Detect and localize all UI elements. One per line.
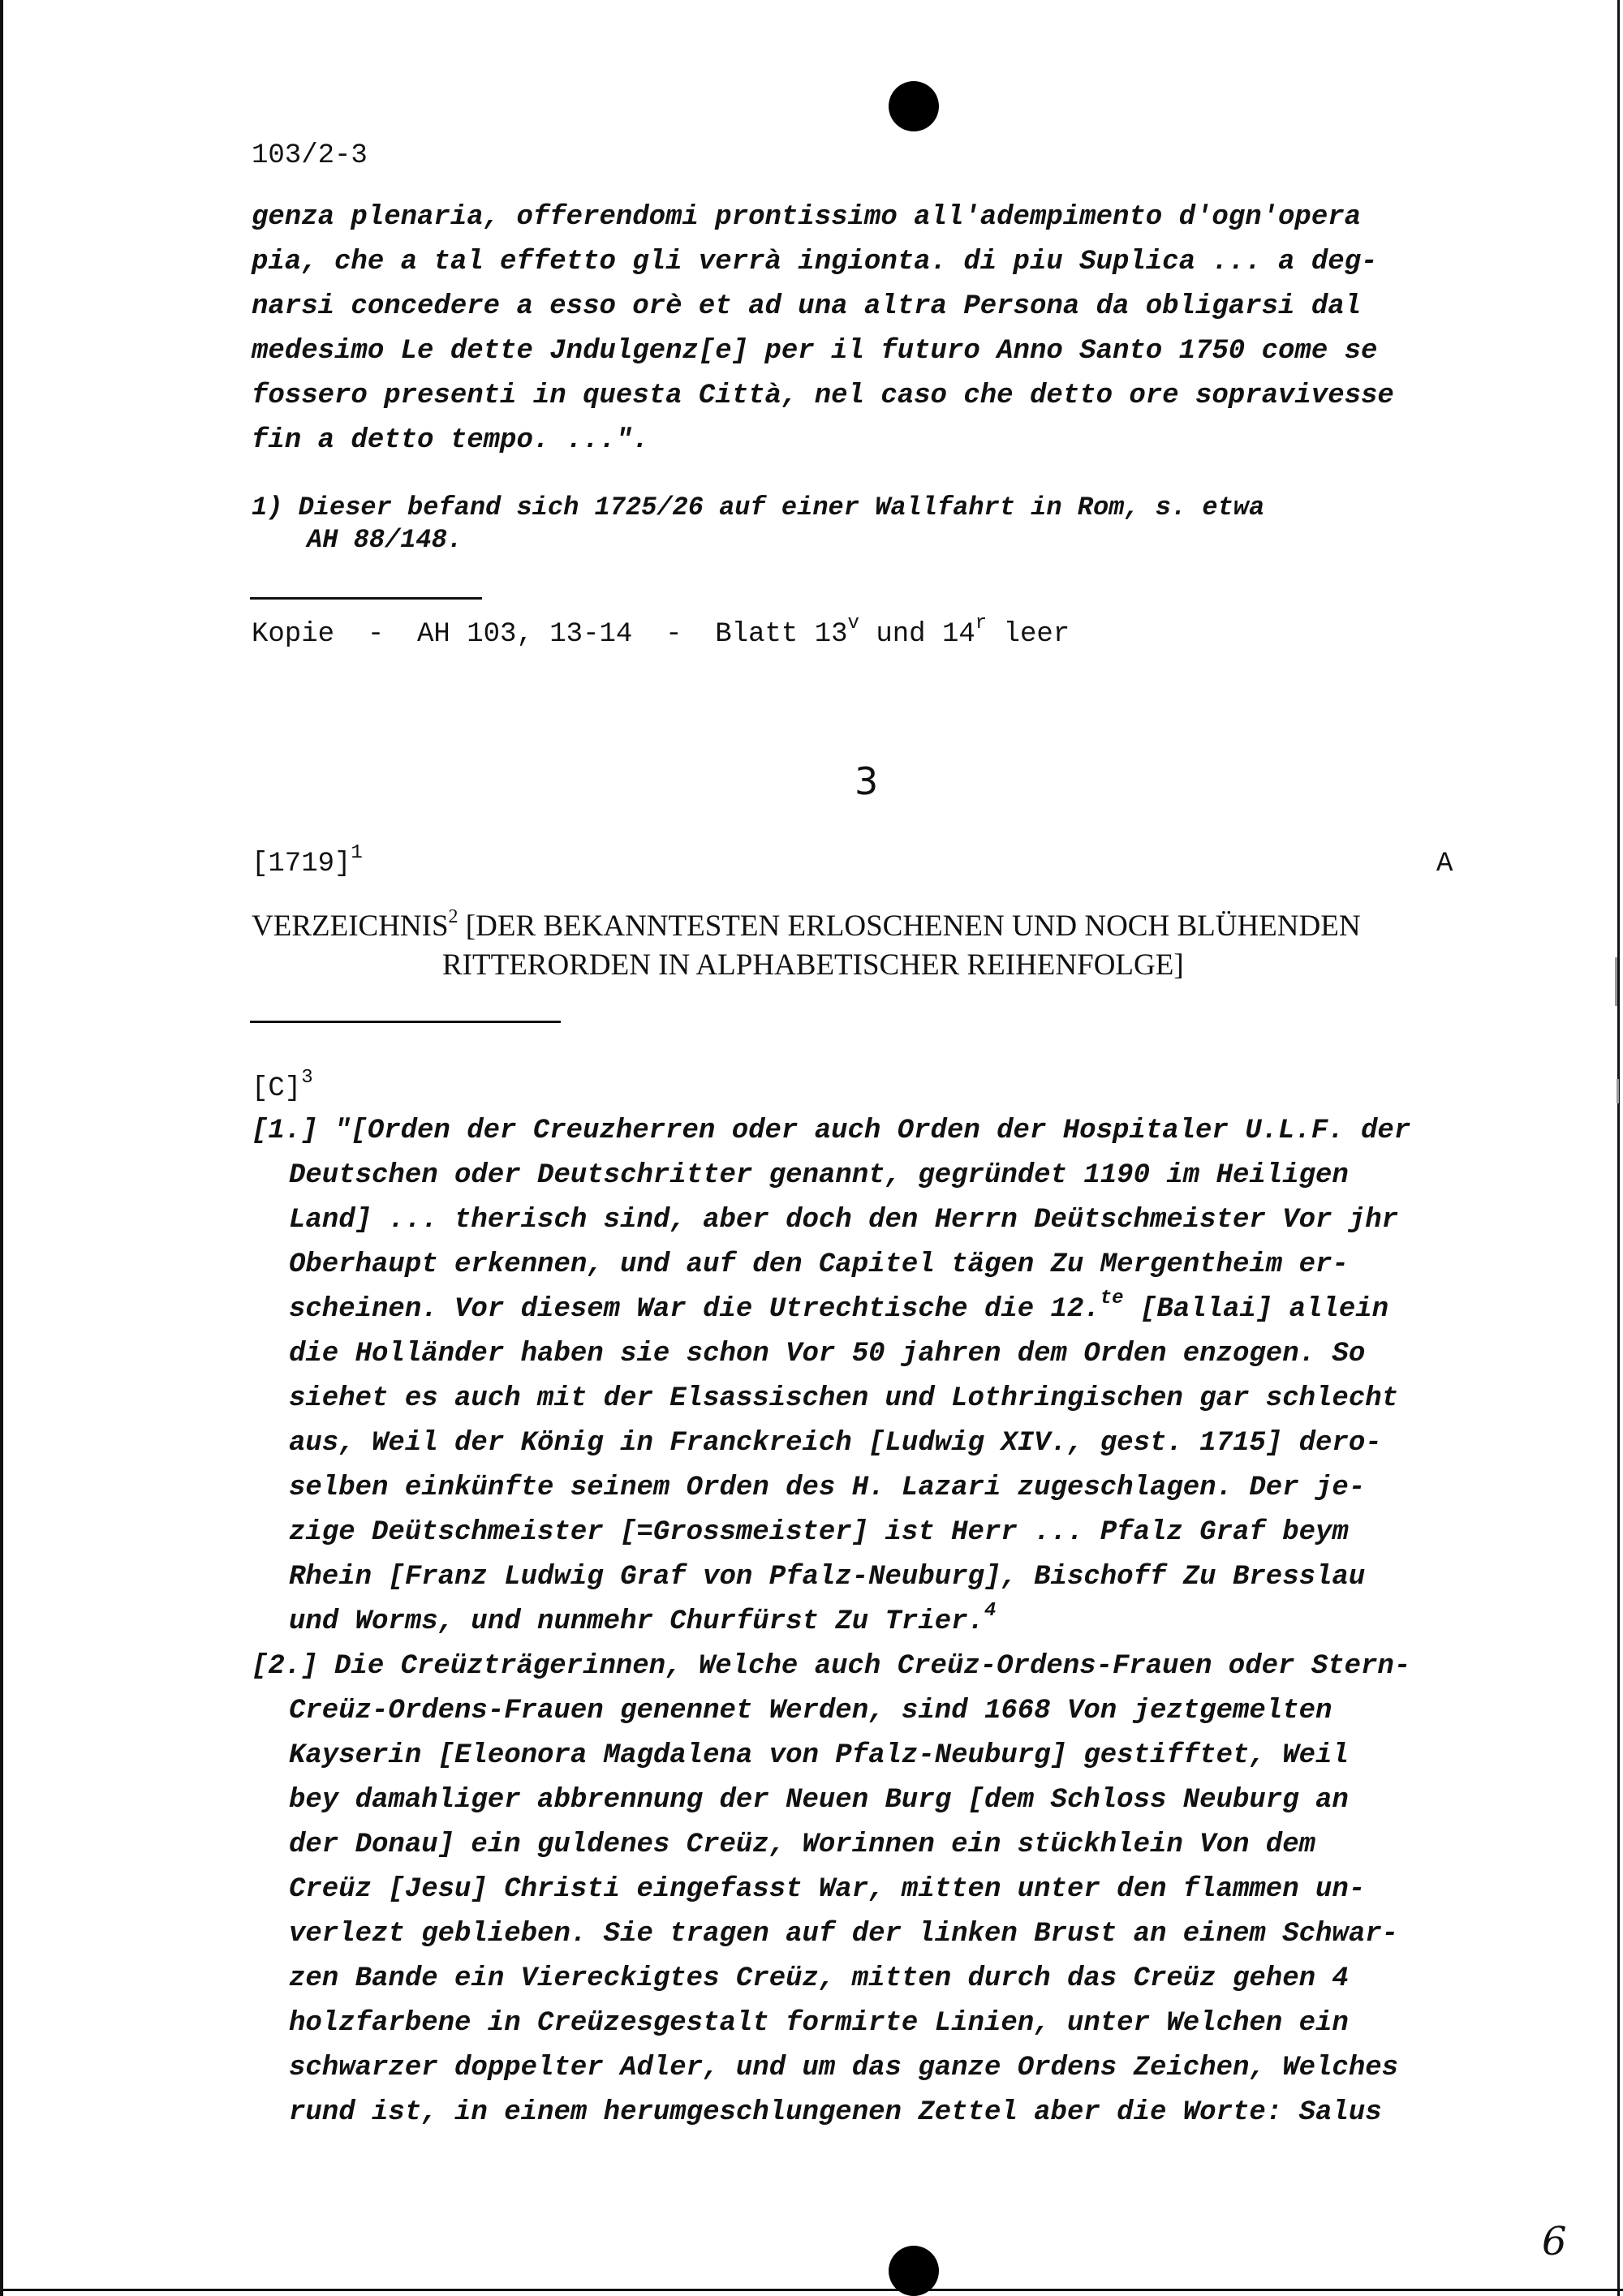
superscript: r — [975, 613, 988, 634]
text-line: [1.] "[Orden der Creuzherren oder auch Orden der Hospitaler U.L.F. der — [252, 1116, 1411, 1146]
punch-hole-top — [889, 81, 939, 131]
text-line: der Donau] ein guldenes Creüz, Worinnen ein stückhlein Von dem — [289, 1829, 1316, 1860]
page-reference: 103/2-3 — [252, 140, 368, 171]
text-line: genza plenaria, offerendomi prontissimo all'adempimento d'ogn'opera — [252, 202, 1362, 233]
text-line: zen Bande ein Viereckigtes Creüz, mitten durch das Creüz gehen 4 — [289, 1963, 1349, 1994]
text-line: verlezt geblieben. Sie tragen auf der linken Brust an einem Schwar- — [289, 1919, 1399, 1950]
superscript: v — [847, 613, 859, 634]
text-line: siehet es auch mit der Elsassischen und Lothringischen gar schlecht — [289, 1383, 1399, 1414]
superscript: 2 — [448, 906, 458, 927]
text-line: Rhein [Franz Ludwig Graf von Pfalz-Neuburg], Bischoff Zu Bresslau — [289, 1562, 1366, 1593]
superscript: 1 — [351, 842, 363, 864]
text-span: [Ballai] allein — [1123, 1294, 1389, 1325]
text-line: bey damahliger abbrennung der Neuen Burg [dem Schloss Neuburg an — [289, 1785, 1349, 1816]
text-line: Kayserin [Eleonora Magdalena von Pfalz-Neuburg] gestifftet, Weil — [289, 1740, 1349, 1771]
text-line — [289, 1600, 997, 1640]
text-line: Creüz-Ordens-Frauen genennet Werden, sind 1668 Von jeztgemelten — [289, 1696, 1332, 1726]
source-text: leer — [987, 619, 1070, 650]
text-line: die Holländer haben sie schon Vor 50 jahren dem Orden enzogen. So — [289, 1339, 1366, 1369]
text-line: Oberhaupt erkennen, und auf den Capitel tägen Zu Mergentheim er- — [289, 1249, 1349, 1280]
source-text: und 14 — [859, 619, 975, 650]
title-line: RITTERORDEN IN ALPHABETISCHER REIHENFOLGE] — [442, 948, 1184, 982]
text-line: fin a detto tempo. ...". — [252, 425, 649, 456]
scan-speck — [1617, 1079, 1619, 1103]
divider — [250, 1021, 561, 1023]
document-number: 3 — [855, 759, 879, 803]
divider — [250, 597, 482, 600]
text-span: scheinen. Vor diesem War die Utrechtische die 12. — [289, 1294, 1100, 1325]
text-line: Land] ... therisch sind, aber doch den Herrn Deütschmeister Vor jhr — [289, 1205, 1399, 1236]
superscript: 4 — [984, 1600, 997, 1622]
date-text: [1719] — [252, 849, 351, 879]
handwritten-page-number: 6 — [1542, 2219, 1567, 2264]
punch-hole-bottom — [889, 2246, 939, 2296]
title-line — [252, 906, 1361, 948]
source-line — [252, 613, 1070, 653]
text-line: holzfarbene in Creüzesgestalt formirte Linien, unter Welchen ein — [289, 2008, 1349, 2039]
superscript: te — [1100, 1288, 1124, 1309]
text-line: zige Deütschmeister [=Grossmeister] ist Herr ... Pfalz Graf beym — [289, 1517, 1349, 1548]
text-line: rund ist, in einem herumgeschlungenen Zettel aber die Worte: Salus — [289, 2097, 1382, 2128]
footnote-line: 1) Dieser befand sich 1725/26 auf einer Wallfahrt in Rom, s. etwa — [252, 492, 1265, 522]
text-line: pia, che a tal effetto gli verrà ingionta. di piu Suplica ... a deg- — [252, 247, 1378, 277]
scan-speck — [1615, 957, 1617, 1006]
text-line: aus, Weil der König in Franckreich [Ludwig XIV., gest. 1715] dero- — [289, 1428, 1382, 1459]
footnote-line: AH 88/148. — [307, 525, 463, 555]
text-line: Creüz [Jesu] Christi eingefasst War, mitten unter den flammen un- — [289, 1874, 1366, 1905]
text-line: [2.] Die Creüzträgerinnen, Welche auch Creüz-Ordens-Frauen oder Stern- — [252, 1651, 1411, 1682]
source-text: Kopie - AH 103, 13-14 - Blatt 13 — [252, 619, 848, 650]
superscript: 3 — [301, 1067, 313, 1089]
section-text: [C] — [252, 1073, 302, 1104]
scan-frame-bottom — [0, 2289, 1623, 2291]
text-line — [289, 1288, 1389, 1328]
scan-frame-right — [1617, 0, 1620, 2296]
text-line: schwarzer doppelter Adler, und um das ganze Ordens Zeichen, Welches — [289, 2053, 1399, 2083]
document-date — [252, 842, 363, 883]
text-span: und Worms, und nunmehr Churfürst Zu Trier. — [289, 1606, 984, 1637]
section-heading — [252, 1067, 313, 1107]
title-text: [DER BEKANNTESTEN ERLOSCHENEN UND NOCH BLÜHENDEN — [458, 909, 1361, 943]
text-line: narsi concedere a esso orè et ad una altra Persona da obligarsi dal — [252, 291, 1362, 322]
margin-letter: A — [1436, 849, 1453, 879]
scan-frame-left — [0, 0, 3, 2296]
text-line: fossero presenti in questa Città, nel caso che detto ore sopravivesse — [252, 381, 1394, 411]
text-line: Deutschen oder Deutschritter genannt, gegründet 1190 im Heiligen — [289, 1160, 1349, 1191]
text-line: medesimo Le dette Jndulgenz[e] per il futuro Anno Santo 1750 come se — [252, 336, 1378, 367]
title-word: VERZEICHNIS — [252, 909, 449, 943]
text-line: selben einkünfte seinem Orden des H. Lazari zugeschlagen. Der je- — [289, 1473, 1366, 1503]
